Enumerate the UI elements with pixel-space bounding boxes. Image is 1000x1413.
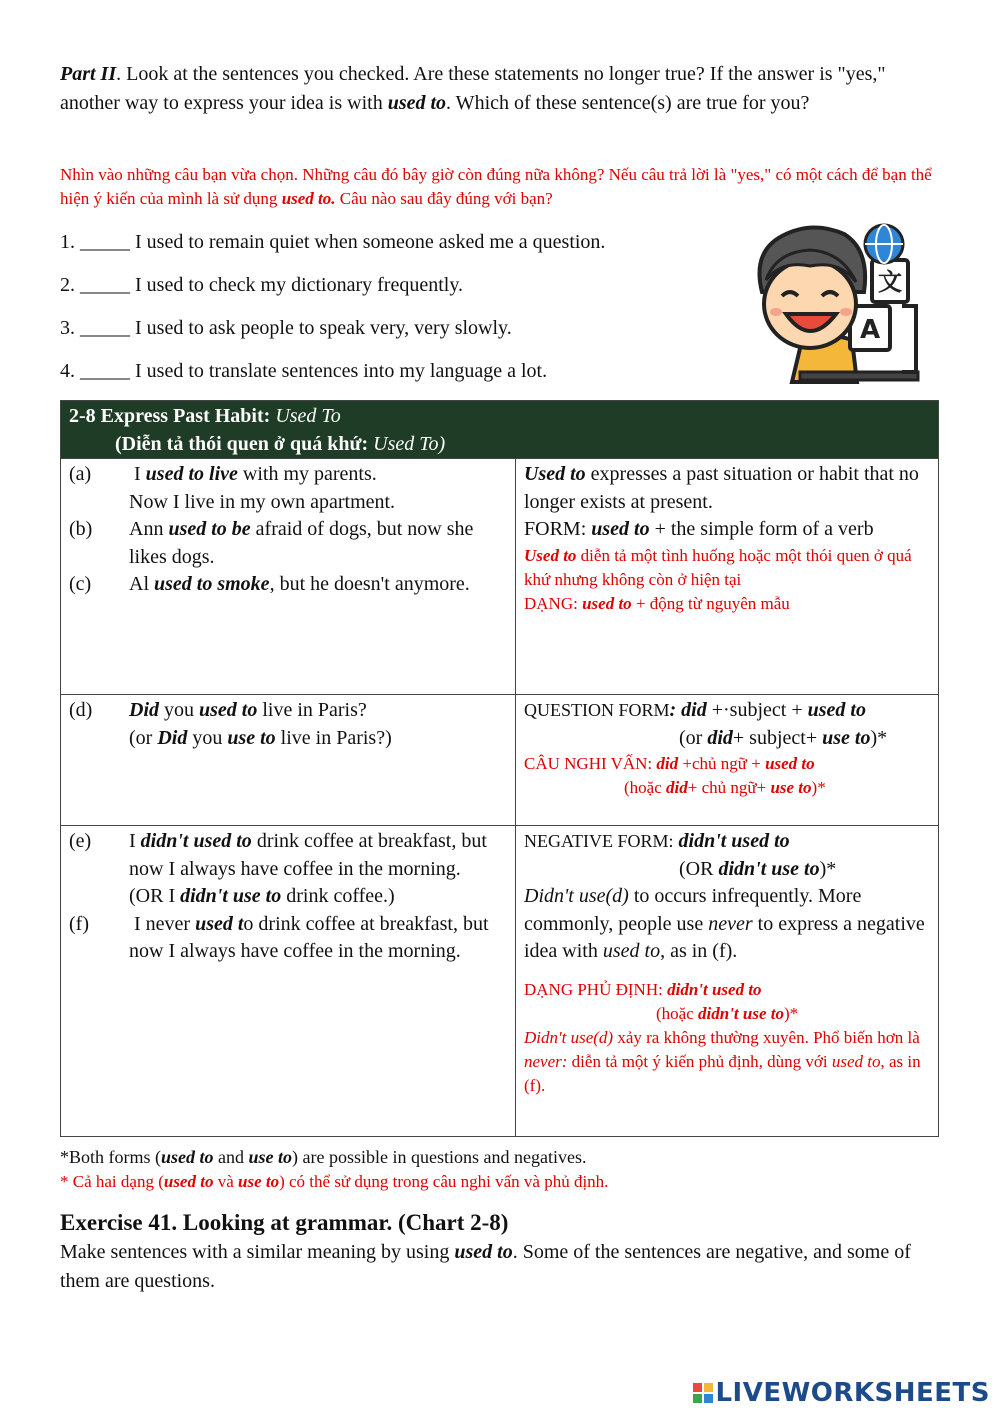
question-item xyxy=(60,271,760,314)
examples-d: (d) Did you used to live in Paris? (or Did you use to live in Paris?) xyxy=(61,695,516,826)
answer-blank[interactable]: 1. _____ xyxy=(60,231,130,253)
footnote-vn-text: * Cả hai dạng ( xyxy=(60,1172,164,1191)
question-item xyxy=(60,228,760,271)
answer-blank[interactable]: 3. _____ xyxy=(60,317,130,339)
answer-blank[interactable]: 4. _____ xyxy=(60,360,130,382)
exercise-title: Exercise 41. Looking at grammar. (Chart 2-8) xyxy=(60,1210,509,1235)
footnote-vn-text: và xyxy=(213,1172,238,1191)
footnote-em: use to xyxy=(248,1147,293,1167)
exercise-text: Make sentences with a similar meaning by using xyxy=(60,1241,455,1263)
footnote-em: used to xyxy=(161,1147,214,1167)
chart-header xyxy=(61,401,939,459)
explanation-question: QUESTION FORM: did +·subject + used to (or did+ subject+ use to)* CÂU NGHI VẤN: did +chủ ngữ + used to (hoặc did+ chủ ngữ+ use to)* xyxy=(516,695,939,826)
chart-2-8 xyxy=(60,400,939,1137)
question-list xyxy=(60,228,760,400)
chart-title-italic: Used To xyxy=(275,405,341,427)
part2-text: . Look at the sentences you checked. Are these statements no longer true? If the answer is "yes," another way to express your idea is with xyxy=(60,63,886,114)
question-item xyxy=(60,314,760,357)
exercise-text-end: . Some of the sentences are negative, and some of them are questions. xyxy=(60,1241,911,1292)
question-text: I used to ask people to speak very, very slowly. xyxy=(135,317,512,339)
footnote-vn-em: use to xyxy=(238,1172,280,1191)
part2-usedto: used to xyxy=(387,92,447,114)
question-text: I used to remain quiet when someone asked me a question. xyxy=(135,231,606,253)
liveworksheets-logo-icon xyxy=(693,1380,713,1400)
answer-blank[interactable]: 2. _____ xyxy=(60,274,130,296)
student-translator-illustration xyxy=(752,222,922,384)
footnote-vn-em: used to xyxy=(163,1172,214,1191)
chart-title: 2-8 Express Past Habit: xyxy=(69,405,276,427)
examples-ef: (e) I didn't used to drink coffee at breakfast, but now I always have coffee in the morning. (OR I didn't use to drink coffee.) (f) I never used to drink coffee at breakfast, but now I always have coffee in the morning. xyxy=(61,826,516,1137)
footnote-vn-text: ) có thể sử dụng trong câu nghi vấn và phủ định. xyxy=(279,1172,609,1191)
question-item xyxy=(60,357,760,400)
footnote-text: ) are possible in questions and negatives. xyxy=(292,1147,587,1167)
chart-title-vn-italic: Used To) xyxy=(373,432,446,455)
svg-text:A: A xyxy=(859,315,881,345)
part2-label: Part II xyxy=(60,63,117,85)
part2-text-end: . Which of these sentence(s) are true for you? xyxy=(446,92,810,114)
explanation-negative: NEGATIVE FORM: didn't used to (OR didn't use to)* Didn't use(d) to occurs infrequently. More commonly, people use never to express a negative idea with used to, as in (f). DẠNG PHỦ ĐỊNH: didn't used to (hoặc didn't use to)* Didn't use(d) xảy ra không thường xuyên. Phổ biến hơn là never: diễn tả một ý kiến phủ định, dùng với used to, as in (f). xyxy=(516,826,939,1137)
part2-vn-usedto: used to. xyxy=(281,189,336,208)
part2-vn-text: Nhìn vào những câu bạn vừa chọn. Những câu đó bây giờ còn đúng nữa không? Nếu câu trả lời là "yes," có một cách để bạn thể hiện ý kiến của mình là sử dụng xyxy=(60,165,932,208)
footnote-text: *Both forms ( xyxy=(60,1147,161,1167)
liveworksheets-logo-text: LIVEWORKSHEETS xyxy=(715,1378,990,1408)
part2-intro xyxy=(60,60,940,118)
footnote-en xyxy=(60,1145,586,1169)
svg-text:文: 文 xyxy=(878,268,902,296)
question-text: I used to check my dictionary frequently. xyxy=(135,274,464,296)
footnote-vn xyxy=(60,1170,608,1194)
chart-title-vn: (Diễn tả thói quen ở quá khứ: xyxy=(115,432,374,455)
exercise-instructions xyxy=(60,1238,940,1296)
part2-vietnamese xyxy=(60,163,950,211)
footnote-text: and xyxy=(213,1147,249,1167)
question-text: I used to translate sentences into my language a lot. xyxy=(135,360,548,382)
liveworksheets-logo xyxy=(693,1378,990,1408)
exercise-em: used to xyxy=(454,1241,513,1263)
part2-vn-end: Câu nào sau đây đúng với bạn? xyxy=(335,189,553,208)
examples-abc: (a) I used to live with my parents. Now I live in my own apartment. (b) Ann used to be afraid of dogs, but now she likes dogs. (c) Al used to smoke, but he doesn't anymore. xyxy=(61,459,516,695)
explanation-used-to: Used to expresses a past situation or habit that no longer exists at present. FORM: used to + the simple form of a verb Used to diễn tả một tình huống hoặc một thói quen ở quá khứ nhưng không còn ở hiện tại DẠNG: used to + động từ nguyên mẫu xyxy=(516,459,939,695)
